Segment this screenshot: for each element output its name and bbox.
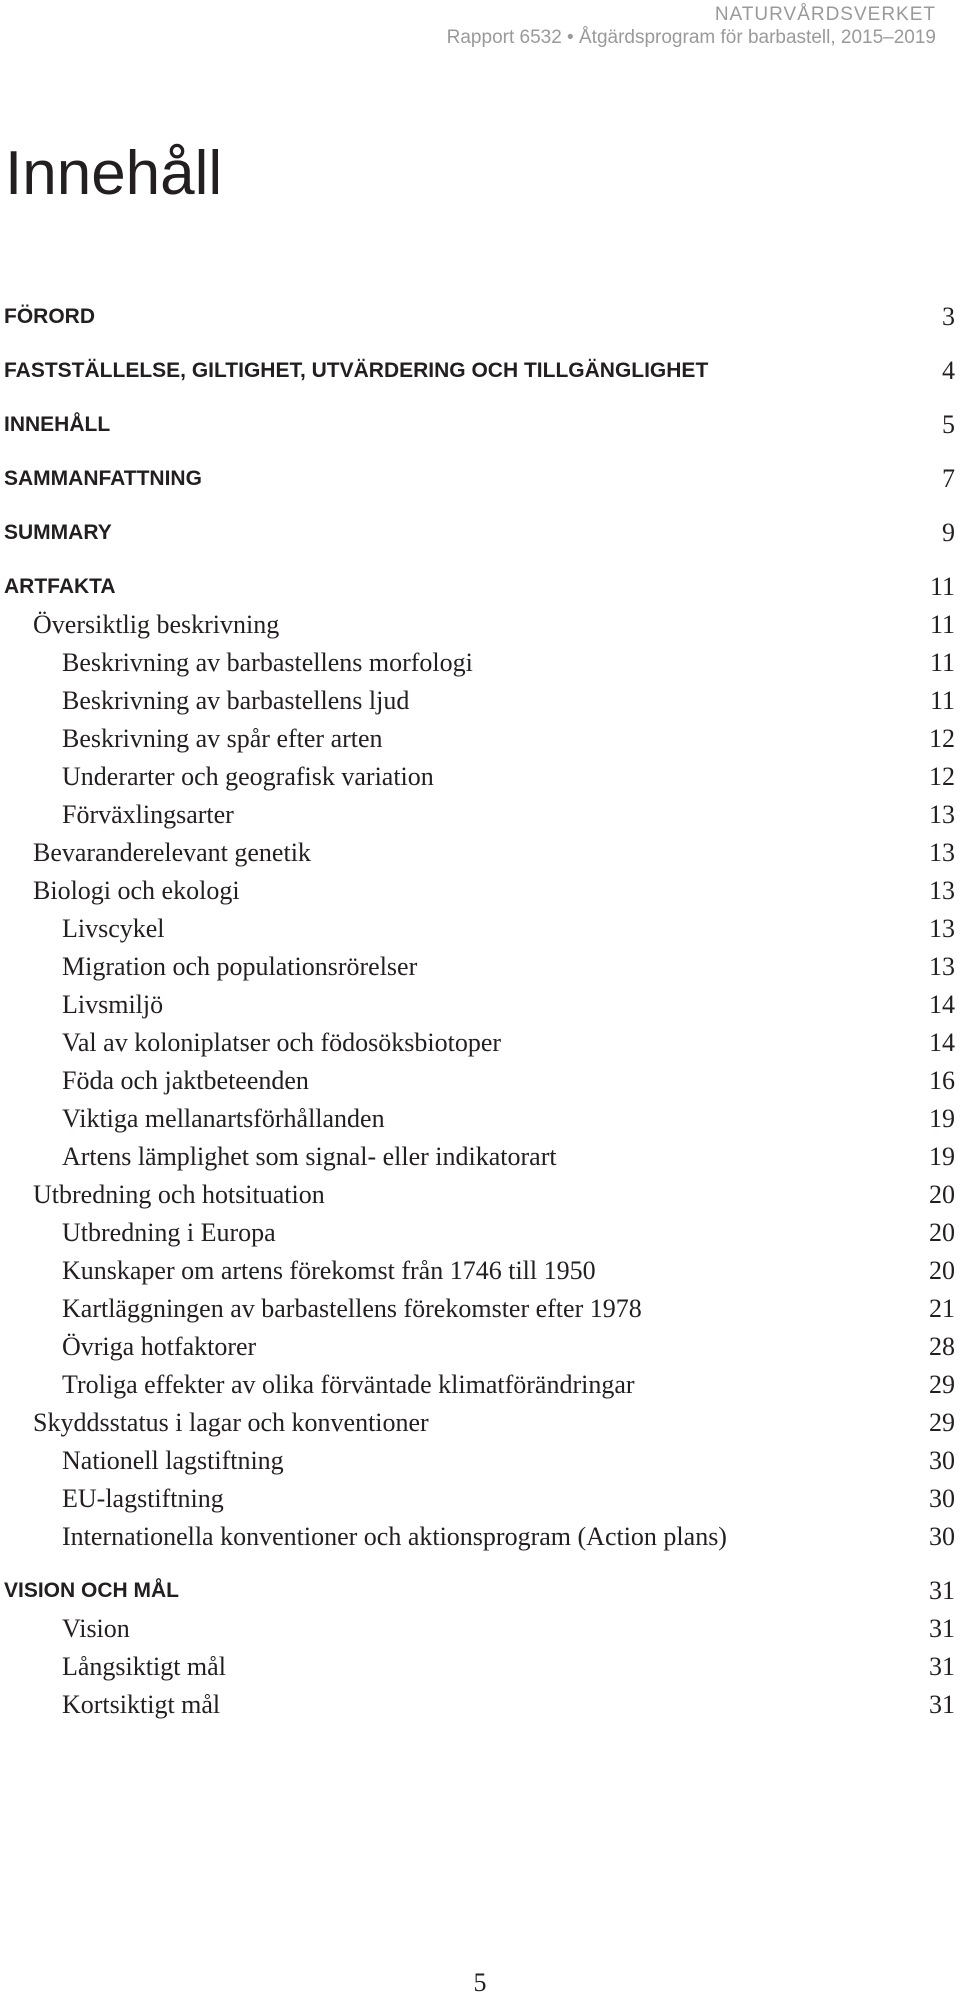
toc-entry-title: Bevaranderelevant genetik <box>33 838 311 867</box>
toc-entry[interactable] <box>0 606 960 644</box>
toc-entry-page-number: 30 <box>929 1446 955 1475</box>
toc-entry[interactable] <box>0 568 960 606</box>
toc-entry[interactable] <box>0 720 960 758</box>
toc-entry[interactable] <box>0 872 960 910</box>
toc-entry-title: INNEHÅLL <box>4 413 111 436</box>
publisher-name: NATURVÅRDSVERKET <box>714 4 936 25</box>
toc-entry-title: Livscykel <box>62 914 165 943</box>
toc-entry-page-number: 29 <box>929 1370 955 1399</box>
toc-entry[interactable] <box>0 1252 960 1290</box>
toc-entry-page-number: 19 <box>929 1142 955 1171</box>
toc-entry[interactable] <box>0 460 960 498</box>
toc-entry[interactable] <box>0 948 960 986</box>
toc-entry-page-number: 12 <box>929 724 955 753</box>
toc-entry-page-number: 11 <box>929 648 955 677</box>
toc-entry[interactable] <box>0 682 960 720</box>
toc-entry-title: Översiktlig beskrivning <box>33 610 280 639</box>
toc-entry-title: Övriga hotfaktorer <box>62 1332 257 1361</box>
toc-entry-page-number: 13 <box>929 876 955 905</box>
toc-entry-page-number: 13 <box>929 914 955 943</box>
toc-entry-page-number: 21 <box>929 1294 955 1323</box>
toc-entry[interactable] <box>0 834 960 872</box>
toc-entry-page-number: 31 <box>929 1652 955 1681</box>
toc-entry-title: Förväxlingsarter <box>62 800 234 829</box>
toc-entry-title: Vision <box>62 1614 130 1643</box>
toc-entry-page-number: 31 <box>929 1614 955 1643</box>
toc-entry-title: Långsiktigt mål <box>62 1652 226 1681</box>
toc-entry-page-number: 30 <box>929 1484 955 1513</box>
toc-entry[interactable] <box>0 406 960 444</box>
toc-entry-page-number: 11 <box>929 572 955 601</box>
toc-entry[interactable] <box>0 1442 960 1480</box>
toc-entry[interactable] <box>0 514 960 552</box>
toc-entry-page-number: 31 <box>929 1690 955 1719</box>
toc-entry-page-number: 4 <box>942 356 955 385</box>
toc-entry-page-number: 11 <box>929 610 955 639</box>
toc-entry[interactable] <box>0 986 960 1024</box>
toc-entry-page-number: 29 <box>929 1408 955 1437</box>
toc-entry-title: Beskrivning av barbastellens morfologi <box>62 648 473 677</box>
page-title: Innehåll <box>5 139 223 208</box>
toc-entry-title: Kunskaper om artens förekomst från 1746 till 1950 <box>62 1256 596 1285</box>
toc-entry[interactable] <box>0 1404 960 1442</box>
toc-entry[interactable] <box>0 796 960 834</box>
toc-entry-page-number: 16 <box>929 1066 955 1095</box>
toc-entry-page-number: 19 <box>929 1104 955 1133</box>
toc-entry[interactable] <box>0 1062 960 1100</box>
toc-entry[interactable] <box>0 1366 960 1404</box>
toc-entry-title: Val av koloniplatser och födosöksbiotoper <box>62 1028 502 1057</box>
toc-entry[interactable] <box>0 298 960 336</box>
toc-entry-page-number: 3 <box>942 302 955 331</box>
toc-entry-title: Artens lämplighet som signal- eller indikatorart <box>62 1142 557 1171</box>
toc-entry-page-number: 14 <box>929 990 955 1019</box>
toc-entry[interactable] <box>0 1328 960 1366</box>
toc-entry[interactable] <box>0 352 960 390</box>
toc-entry-page-number: 11 <box>929 686 955 715</box>
toc-entry-title: Kartläggningen av barbastellens förekomster efter 1978 <box>62 1294 642 1323</box>
toc-entry[interactable] <box>0 1024 960 1062</box>
toc-entry-title: Livsmiljö <box>62 990 164 1019</box>
toc-entry-page-number: 14 <box>929 1028 955 1057</box>
toc-entry-page-number: 31 <box>929 1576 955 1605</box>
toc-entry-page-number: 13 <box>929 838 955 867</box>
toc-entry-page-number: 20 <box>929 1218 955 1247</box>
toc-entry-page-number: 12 <box>929 762 955 791</box>
running-header <box>447 4 936 50</box>
toc-entry-title: FÖRORD <box>4 305 95 328</box>
toc-entry-page-number: 13 <box>929 800 955 829</box>
toc-entry-title: Utbredning och hotsituation <box>33 1180 325 1209</box>
toc-entry-title: Beskrivning av spår efter arten <box>62 724 383 753</box>
toc-entry-title: Föda och jaktbeteenden <box>62 1066 309 1095</box>
toc-entry-title: Kortsiktigt mål <box>62 1690 221 1719</box>
toc-entry-title: SUMMARY <box>4 521 112 544</box>
toc-entry[interactable] <box>0 1290 960 1328</box>
toc-entry-page-number: 30 <box>929 1522 955 1551</box>
toc-entry[interactable] <box>0 1686 960 1724</box>
toc-entry-title: Utbredning i Europa <box>62 1218 276 1247</box>
toc-entry-title: Underarter och geografisk variation <box>62 762 434 791</box>
report-subtitle: Rapport 6532 • Åtgärdsprogram för barbastell, 2015–2019 <box>446 27 936 48</box>
toc-entry[interactable] <box>0 1176 960 1214</box>
toc-entry[interactable] <box>0 1138 960 1176</box>
toc-entry-title: SAMMANFATTNING <box>4 467 202 490</box>
toc-entry[interactable] <box>0 1648 960 1686</box>
page-number: 5 <box>473 1968 487 1997</box>
toc-entry[interactable] <box>0 1480 960 1518</box>
toc-entry-title: Viktiga mellanartsförhållanden <box>62 1104 385 1133</box>
toc-entry-page-number: 7 <box>942 464 955 493</box>
toc-entry[interactable] <box>0 644 960 682</box>
toc-entry-page-number: 20 <box>929 1180 955 1209</box>
toc-entry-title: Migration och populationsrörelser <box>62 952 418 981</box>
toc-entry[interactable] <box>0 1572 960 1610</box>
toc-entry-title: Nationell lagstiftning <box>62 1446 284 1475</box>
toc-entry[interactable] <box>0 1100 960 1138</box>
toc-entry[interactable] <box>0 758 960 796</box>
toc-entry-title: Biologi och ekologi <box>33 876 240 905</box>
toc-entry-page-number: 13 <box>929 952 955 981</box>
toc-entry-page-number: 5 <box>942 410 955 439</box>
toc-entry-title: VISION OCH MÅL <box>4 1579 180 1602</box>
toc-entry-title: Troliga effekter av olika förväntade klimatförändringar <box>62 1370 635 1399</box>
toc-entry[interactable] <box>0 910 960 948</box>
toc-entry-title: EU-lagstiftning <box>62 1484 224 1513</box>
toc-entry-title: Internationella konventioner och aktionsprogram (Action plans) <box>62 1522 727 1551</box>
toc-entry-page-number: 28 <box>929 1332 955 1361</box>
toc-entry[interactable] <box>0 1518 960 1556</box>
toc-entry-page-number: 20 <box>929 1256 955 1285</box>
toc-entry-title: Skyddsstatus i lagar och konventioner <box>33 1408 429 1437</box>
toc-entry-title: Beskrivning av barbastellens ljud <box>62 686 410 715</box>
toc-entry-title: ARTFAKTA <box>4 575 116 598</box>
toc-entry-page-number: 9 <box>942 518 955 547</box>
toc-entry[interactable] <box>0 1610 960 1648</box>
toc-entry-title: FASTSTÄLLELSE, GILTIGHET, UTVÄRDERING OCH TILLGÄNGLIGHET <box>4 359 709 382</box>
toc-entry[interactable] <box>0 1214 960 1252</box>
